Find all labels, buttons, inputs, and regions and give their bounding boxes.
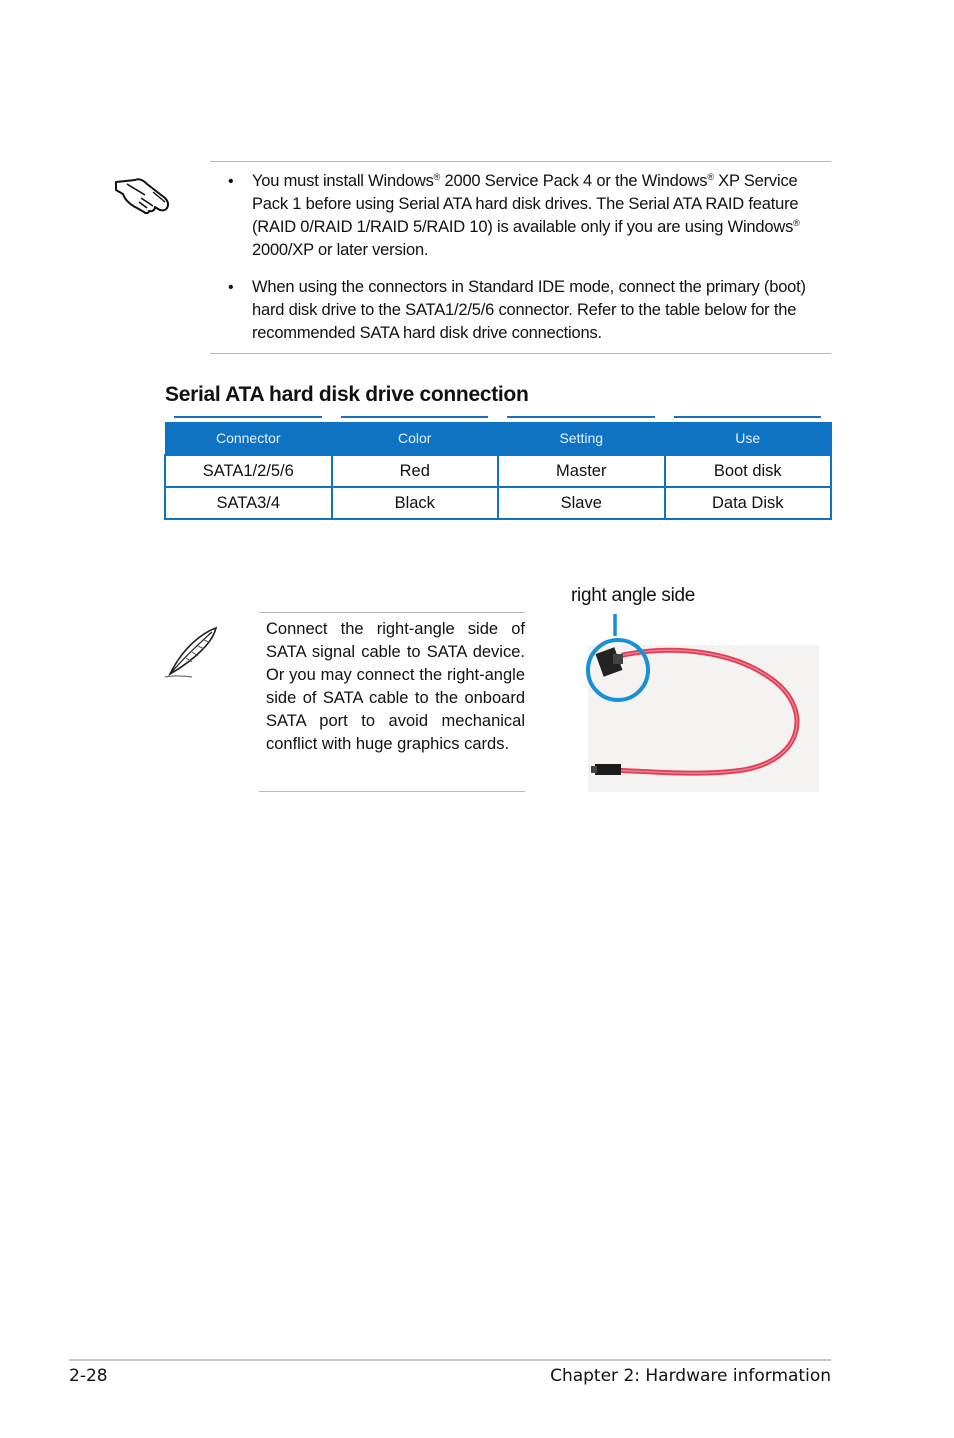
chapter-label: Chapter 2: Hardware information bbox=[550, 1366, 831, 1386]
column-rule bbox=[174, 416, 322, 418]
footer-rule bbox=[69, 1359, 831, 1361]
table-row bbox=[165, 455, 831, 487]
table-cell: Data Disk bbox=[665, 487, 832, 519]
table-cell: Master bbox=[498, 455, 665, 487]
column-header: Setting bbox=[498, 422, 665, 455]
sata-connection-table bbox=[164, 422, 832, 520]
column-rule bbox=[341, 416, 488, 418]
column-rule bbox=[507, 416, 655, 418]
column-header: Connector bbox=[165, 422, 332, 455]
bullet-marker: • bbox=[228, 279, 234, 296]
ide-mode-bullet: When using the connectors in Standard IDE mode, connect the primary (boot) hard disk drive to the SATA1/2/5/6 connector. Refer to the table below for the recommended SATA hard disk drive connections. bbox=[252, 278, 806, 342]
sata-cable-photo bbox=[583, 610, 823, 795]
table-row bbox=[165, 487, 831, 519]
install-windows-bullet: You must install Windows® 2000 Service Pack 4 or the Windows® XP Service Pack 1 before using Serial ATA hard disk drives. The Serial ATA RAID feature (RAID 0/RAID 1/RAID 5/RAID 10) is available only if you are using Windows® 2000/XP or later version. bbox=[252, 172, 800, 259]
tip-top-rule bbox=[259, 612, 525, 613]
hand-pointing-icon bbox=[113, 168, 173, 214]
page-number: 2-28 bbox=[69, 1366, 108, 1386]
table-cell: Boot disk bbox=[665, 455, 832, 487]
note-top-rule bbox=[210, 161, 831, 162]
table-cell: Black bbox=[332, 487, 499, 519]
table-cell: SATA1/2/5/6 bbox=[165, 455, 332, 487]
table-cell: Slave bbox=[498, 487, 665, 519]
column-header: Color bbox=[332, 422, 499, 455]
tip-bottom-rule bbox=[259, 791, 525, 792]
column-header: Use bbox=[665, 422, 832, 455]
feather-pen-icon bbox=[162, 622, 220, 680]
column-rule bbox=[674, 416, 821, 418]
section-title: Serial ATA hard disk drive connection bbox=[165, 383, 529, 406]
table-cell: Red bbox=[332, 455, 499, 487]
bullet-marker: • bbox=[228, 173, 234, 190]
right-angle-tip-text: Connect the right-angle side of SATA signal cable to SATA device. Or you may connect the right-angle side of SATA cable to the onboard SATA port to avoid mechanical conflict with huge graphics cards. bbox=[266, 620, 525, 753]
right-angle-side-label: right angle side bbox=[571, 585, 696, 606]
note-bottom-rule bbox=[210, 353, 831, 354]
table-cell: SATA3/4 bbox=[165, 487, 332, 519]
table-header-row bbox=[165, 422, 831, 455]
